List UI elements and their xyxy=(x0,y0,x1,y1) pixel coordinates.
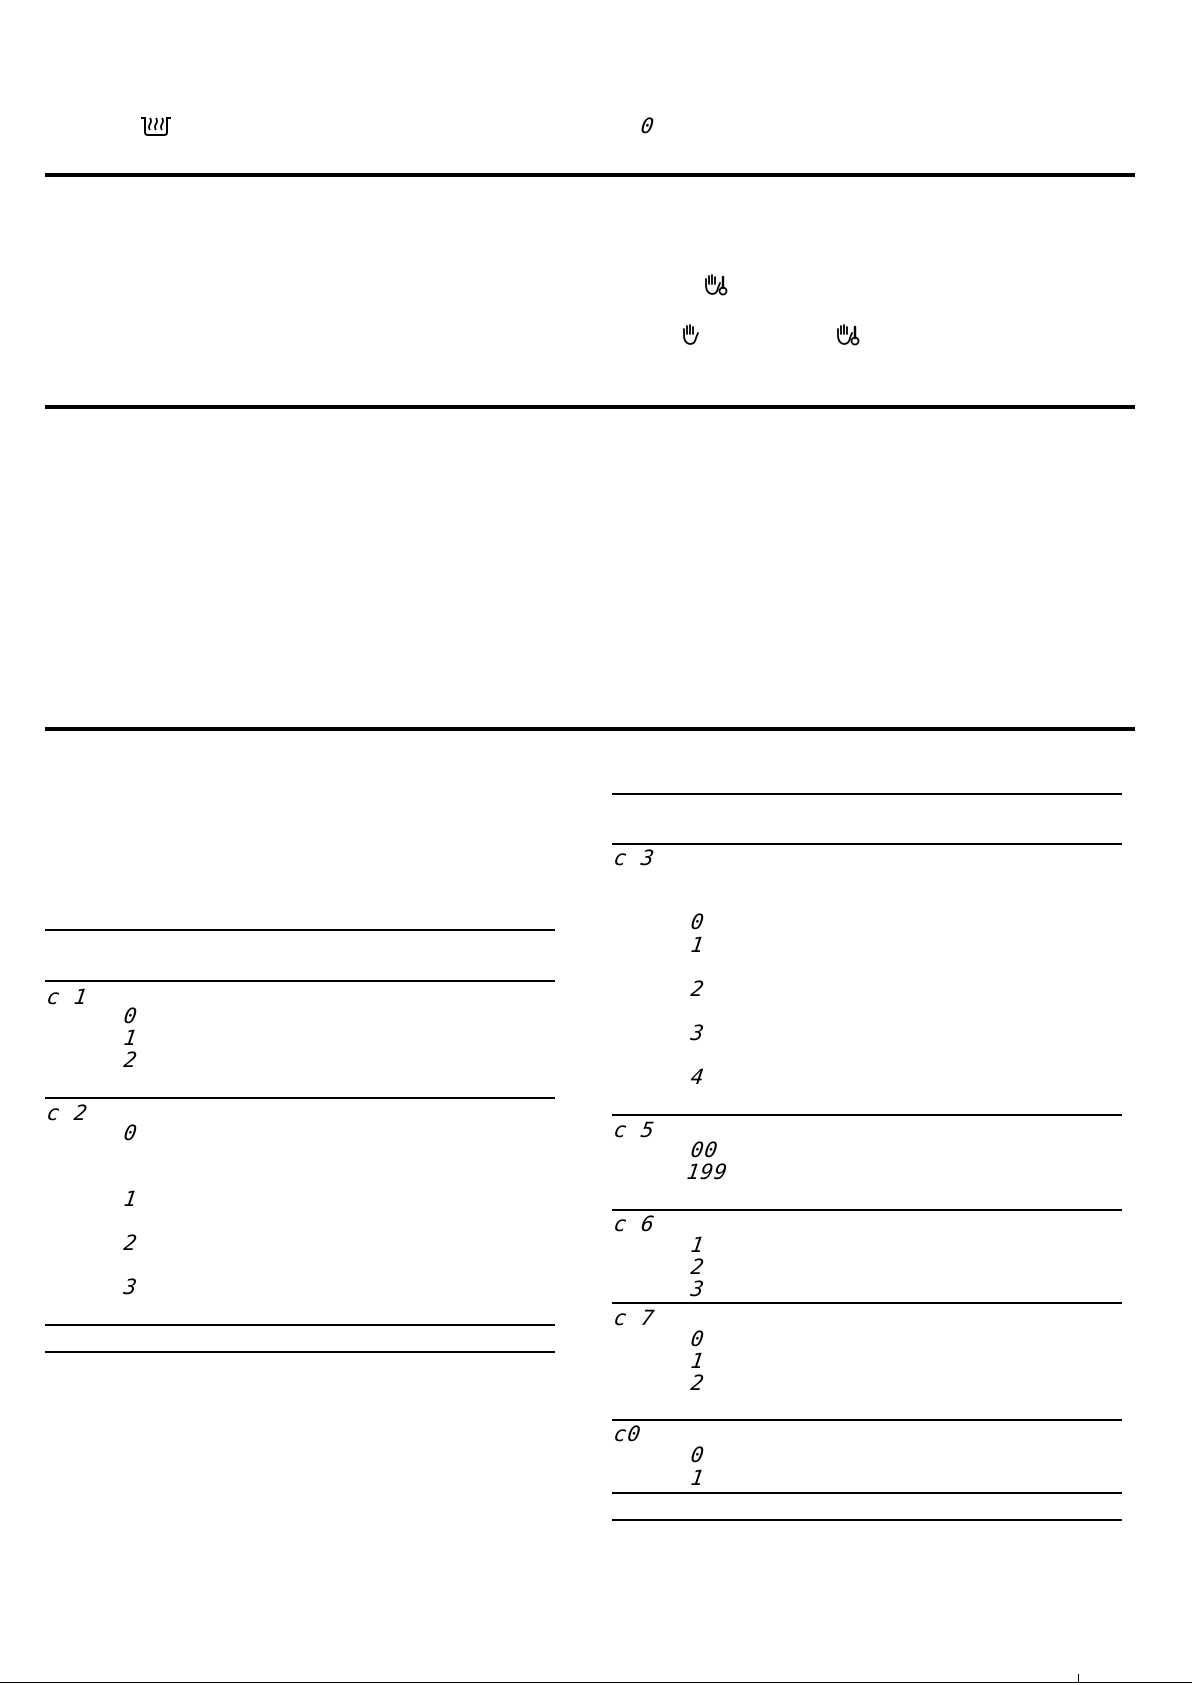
setting-option: 1 xyxy=(122,1187,140,1211)
table-rule xyxy=(612,1209,1122,1211)
table-rule xyxy=(612,1492,1122,1494)
setting-option: 199 xyxy=(685,1160,730,1184)
setting-code: c 6 xyxy=(612,1212,657,1236)
setting-option: 2 xyxy=(689,1371,707,1395)
table-rule xyxy=(45,929,555,931)
table-rule xyxy=(45,1324,555,1326)
setting-option: 3 xyxy=(689,1021,707,1045)
page-bottom-tick xyxy=(1078,1674,1079,1682)
setting-code: c 1 xyxy=(45,985,90,1009)
pot-steam-icon xyxy=(139,114,173,138)
page-bottom-line xyxy=(0,1682,1192,1683)
hand-thermometer-icon xyxy=(703,273,729,297)
setting-code: c 2 xyxy=(45,1101,90,1125)
table-rule xyxy=(612,1302,1122,1304)
setting-option: 00 xyxy=(689,1138,720,1162)
setting-option: 2 xyxy=(689,1255,707,1279)
setting-option: 2 xyxy=(689,977,707,1001)
setting-option: 4 xyxy=(689,1065,707,1089)
section-divider xyxy=(45,727,1135,731)
hand-icon xyxy=(680,323,702,347)
setting-option: 1 xyxy=(689,1233,707,1257)
table-rule xyxy=(612,793,1122,795)
table-rule xyxy=(612,1419,1122,1421)
setting-option: 0 xyxy=(122,1004,140,1028)
setting-code: c0 xyxy=(612,1422,643,1446)
table-rule xyxy=(612,1519,1122,1521)
top-display-value: 0 xyxy=(639,114,657,138)
table-rule xyxy=(45,980,555,982)
setting-option: 1 xyxy=(689,1349,707,1373)
setting-option: 1 xyxy=(122,1026,140,1050)
setting-option: 2 xyxy=(122,1231,140,1255)
setting-option: 2 xyxy=(122,1048,140,1072)
setting-option: 3 xyxy=(122,1275,140,1299)
setting-option: 0 xyxy=(122,1121,140,1145)
setting-option: 1 xyxy=(689,933,707,957)
setting-code: c 3 xyxy=(612,846,657,870)
setting-option: 0 xyxy=(689,910,707,934)
setting-option: 3 xyxy=(689,1277,707,1301)
setting-option: 0 xyxy=(689,1443,707,1467)
table-rule xyxy=(45,1097,555,1099)
hand-thermometer-icon xyxy=(835,323,861,347)
table-rule xyxy=(612,843,1122,845)
setting-option: 0 xyxy=(689,1327,707,1351)
setting-option: 1 xyxy=(689,1466,707,1490)
table-rule xyxy=(45,1351,555,1353)
section-divider xyxy=(45,173,1135,177)
table-rule xyxy=(612,1114,1122,1116)
section-divider xyxy=(45,405,1135,409)
setting-code: c 5 xyxy=(612,1118,657,1142)
setting-code: c 7 xyxy=(612,1306,657,1330)
